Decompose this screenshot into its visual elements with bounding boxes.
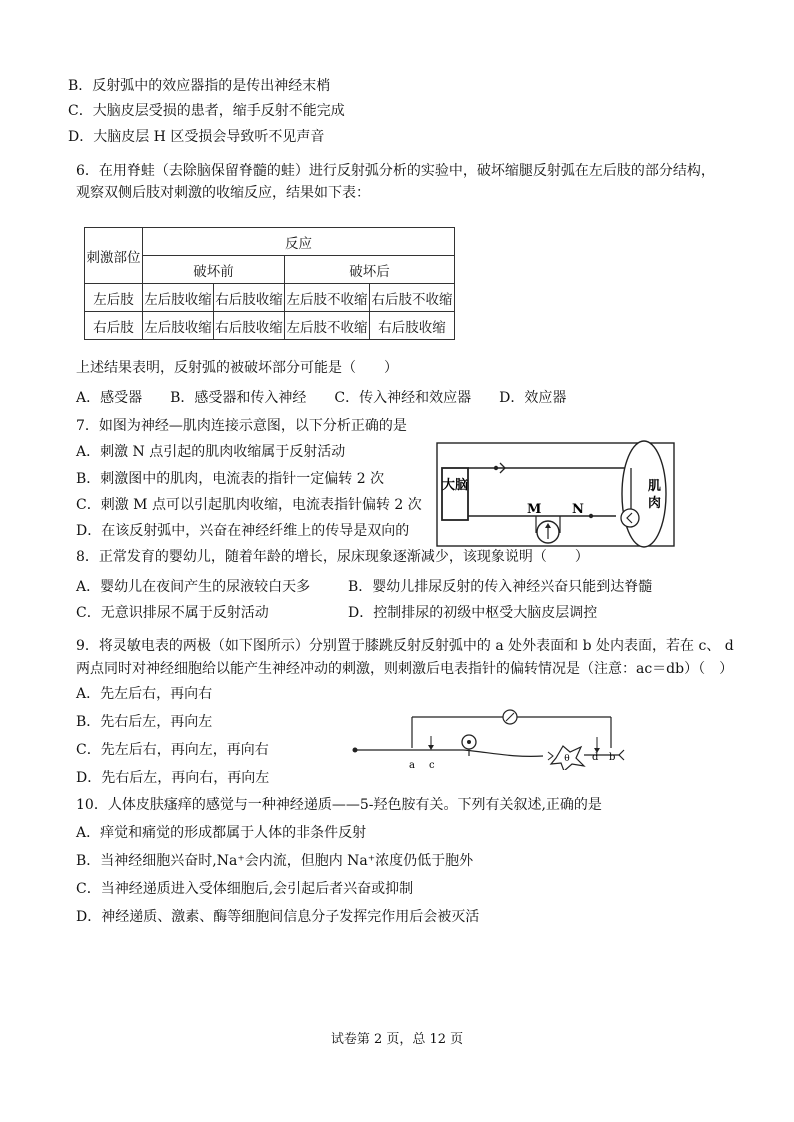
table-cell: 右后肢收缩 [370,312,455,340]
muscle-label-2: 肉 [648,496,662,511]
q9-option-a: A．先左后右，再向右 [76,686,213,702]
q9-stem-line1: 9．将灵敏电表的两极（如下图所示）分别置于膝跳反射反射弧中的 a 处外表面和 b 处内表面，若在 c、 d [76,638,734,654]
table-row [85,312,455,340]
neuron-dot [589,514,593,518]
point-d-label: d [592,752,599,763]
table-cell: 左后肢收缩 [143,284,214,312]
point-b-label: b [609,752,616,763]
effector-marker [619,750,624,760]
table-cell: 右后肢不收缩 [370,284,455,312]
q9-option-c: C．先左后右，再向左，再向右 [76,742,269,758]
table-cell: 左后肢 [85,284,143,312]
q6-stem-line1: 6．在用脊蛙（去除脑保留脊髓的蛙）进行反射弧分析的实验中，破坏缩腿反射弧在左后肢的部分结构， [76,163,715,179]
q9-stem-line2: 两点同时对神经细胞给以能产生神经冲动的刺激，则刺激后电表指针的偏转情况是（注意：ac＝db）（ ） [76,661,734,677]
point-a-label: a [409,760,415,770]
table-cell: 右后肢收缩 [214,284,285,312]
reaction-table [84,227,455,340]
q10-option-c: C．当神经递质进入受体细胞后,会引起后者兴奋或抑制 [76,881,414,897]
q9-option-d: D．先右后左，再向右，再向左 [76,770,270,786]
q5-option-c: C．大脑皮层受损的患者，缩手反射不能完成 [68,103,345,119]
q6-stem-line2: 观察双侧后肢对刺激的收缩反应，结果如下表： [76,185,370,201]
point-c-label: c [429,760,435,770]
q10-option-b: B．当神经细胞兴奋时,Na⁺会内流，但胞内 Na⁺浓度仍低于胞外 [76,853,474,869]
q10-stem: 10．人体皮肤瘙痒的感觉与一种神经递质——5-羟色胺有关。下列有关叙述,正确的是 [76,797,602,813]
q8-option-a: A．婴幼儿在夜间产生的尿液较白天多 [76,579,311,595]
q8-option-b: B．婴幼儿排尿反射的传入神经兴奋只能到达脊髓 [348,579,653,595]
q8-option-c: C．无意识排尿不属于反射活动 [76,605,269,621]
page-footer: 试卷第 2 页，总 12 页 [330,1032,464,1047]
q10-option-a: A．痒觉和痛觉的形成都属于人体的非条件反射 [76,825,367,841]
point-n-label: N [572,502,584,517]
point-m-label: M [527,502,542,517]
nerve-muscle-diagram [436,438,696,556]
q7-option-a: A．刺激 N 点引起的肌肉收缩属于反射活动 [76,444,346,460]
q5-option-d: D．大脑皮层 H 区受损会导致听不见声音 [68,129,325,145]
table-cell: 左后肢收缩 [143,312,214,340]
muscle-label-1: 肌 [648,479,662,494]
table-before-header: 破坏前 [143,256,285,284]
q8-stem: 8．正常发育的婴幼儿，随着年龄的增长，尿床现象逐渐减少，该现象说明（ ） [76,549,589,565]
q9-option-b: B．先右后左，再向左 [76,714,213,730]
interneuron-path [463,750,543,756]
q7-option-c: C．刺激 M 点可以引起肌肉收缩，电流表指针偏转 2 次 [76,497,422,513]
table-after-header: 破坏后 [285,256,455,284]
q7-option-d: D．在该反射弧中，兴奋在神经纤维上的传导是双向的 [76,523,410,539]
reflex-arc-diagram [348,708,630,770]
table-cell: 左后肢不收缩 [285,284,370,312]
nucleus-dot [467,740,471,744]
neuron-dot [494,466,498,470]
synapse-marker [548,752,553,760]
muscle-ellipse [622,441,666,547]
q10-option-d: D．神经递质、激素、酶等细胞间信息分子发挥完作用后会被灭活 [76,909,480,925]
table-cell: 左后肢不收缩 [285,312,370,340]
q6-options: A．感受器 B．感受器和传入神经 C．传入神经和效应器 D．效应器 [76,390,567,406]
table-row [85,284,455,312]
table-reaction-header: 反应 [143,228,455,256]
q5-option-b: B．反射弧中的效应器指的是传出神经末梢 [68,78,331,94]
motor-endplate-icon [621,509,639,527]
table-cell: 右后肢收缩 [214,312,285,340]
q6-conclusion: 上述结果表明，反射弧的被破坏部分可能是（ ） [76,360,398,376]
q7-stem: 7．如图为神经—肌肉连接示意图，以下分析正确的是 [76,418,407,434]
brain-label: 大脑 [441,478,469,493]
arrow-down-icon [428,745,434,750]
neuron-theta-mark: θ [564,754,570,764]
q8-option-d: D．控制排尿的初级中枢受大脑皮层调控 [348,605,598,621]
table-corner-header: 刺激部位 [85,228,143,284]
q7-option-b: B．刺激图中的肌肉，电流表的指针一定偏转 2 次 [76,471,385,487]
brain-box [442,468,468,520]
table-cell: 右后肢 [85,312,143,340]
